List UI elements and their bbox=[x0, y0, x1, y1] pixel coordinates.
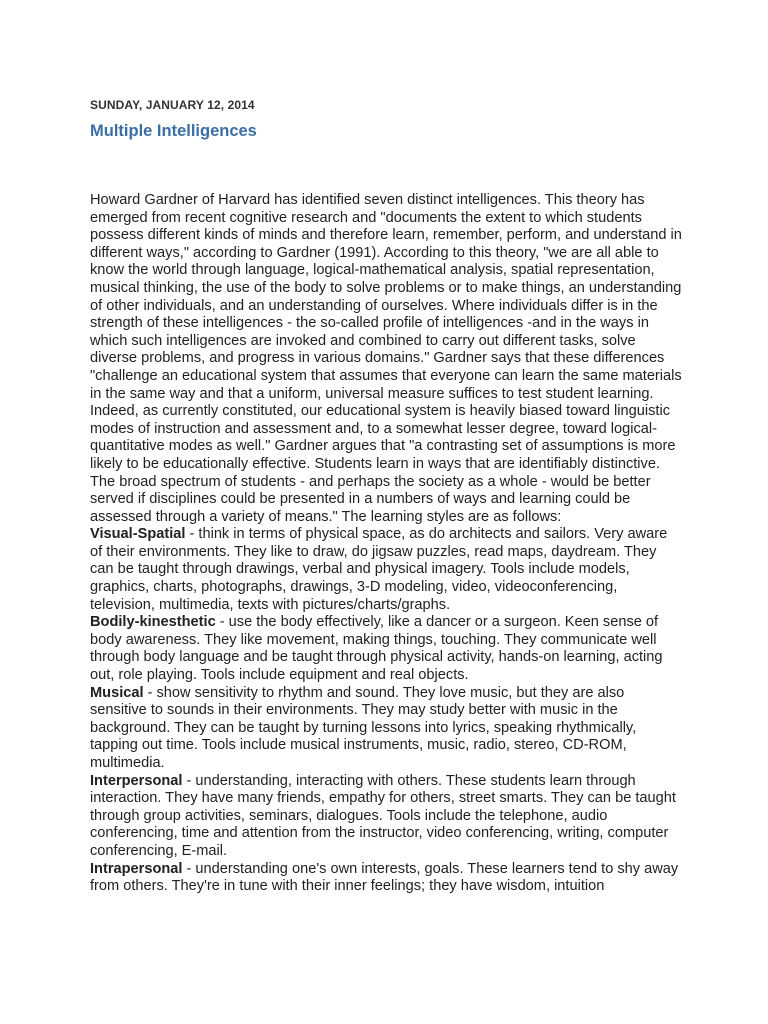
post-date: SUNDAY, JANUARY 12, 2014 bbox=[90, 98, 255, 112]
intro-paragraph: Howard Gardner of Harvard has identified seven distinct intelligences. This theory has emerged from recent cognitive research and "documents the extent to which students possess different kinds of minds and therefore learn, remember, perform, and understand in different ways," according to Gardner (1991). According to this theory, "we are all able to know the world through language, logical-mathematical analysis, spatial representation, musical thinking, the use of the body to solve problems or to make things, an understanding of other individuals, and an understanding of ourselves. Where individuals differ is in the strength of these intelligences - the so-called profile of intelligences -and in the ways in which such intelligences are invoked and combined to carry out different tasks, solve diverse problems, and progress in various domains." Gardner says that these differences "challenge an educational system that assumes that everyone can learn the same materials in the same way and that a uniform, universal measure suffices to test student learning. Indeed, as currently constituted, our educational system is heavily biased toward linguistic modes of instruction and assessment and, to a somewhat lesser degree, toward logical-quantitative modes as well." Gardner argues that "a contrasting set of assumptions is more likely to be educationally effective. Students learn in ways that are identifiably distinctive. The broad spectrum of students - and perhaps the society as a whole - would be better served if disciplines could be presented in a numbers of ways and learning could be assessed through a variety of means." The learning styles are as follows: bbox=[90, 192, 682, 525]
style-description: - understanding one's own interests, goals. These learners tend to shy away from others. They're in tune with their inner feelings; they have wisdom, intuition bbox=[90, 860, 679, 895]
learning-style-interpersonal bbox=[90, 773, 682, 861]
style-name: Interpersonal bbox=[90, 772, 183, 789]
post-body bbox=[90, 192, 682, 896]
learning-style-intrapersonal bbox=[90, 861, 682, 896]
style-name: Bodily-kinesthetic bbox=[90, 614, 216, 631]
style-name: Intrapersonal bbox=[90, 860, 183, 877]
style-description: - show sensitivity to rhythm and sound. They love music, but they are also sensitive to sounds in their environments. They may study better with music in the background. They can be taught by turning lessons into lyrics, speaking rhythmically, tapping out time. Tools include musical instruments, music, radio, stereo, CD-ROM, multimedia. bbox=[90, 684, 637, 771]
post-title[interactable]: Multiple Intelligences bbox=[90, 122, 257, 140]
learning-style-bodily-kinesthetic bbox=[90, 614, 682, 684]
learning-style-musical bbox=[90, 685, 682, 773]
style-description: - use the body effectively, like a dancer or a surgeon. Keen sense of body awareness. They like movement, making things, touching. They communicate well through body language and be taught through physical activity, hands-on learning, acting out, role playing. Tools include equipment and real objects. bbox=[90, 614, 663, 684]
learning-style-visual-spatial bbox=[90, 526, 682, 614]
style-description: - understanding, interacting with others. These students learn through interaction. They have many friends, empathy for others, street smarts. They can be taught through group activities, seminars, dialogues. Tools include the telephone, audio conferencing, time and attention from the instructor, video conferencing, writing, computer conferencing, E-mail. bbox=[90, 772, 676, 859]
style-description: - think in terms of physical space, as do architects and sailors. Very aware of their environments. They like to draw, do jigsaw puzzles, read maps, daydream. They can be taught through drawings, verbal and physical imagery. Tools include models, graphics, charts, photographs, drawings, 3-D modeling, video, videoconferencing, television, multimedia, texts with pictures/charts/graphs. bbox=[90, 526, 668, 613]
style-name: Musical bbox=[90, 684, 144, 701]
style-name: Visual-Spatial bbox=[90, 526, 186, 543]
